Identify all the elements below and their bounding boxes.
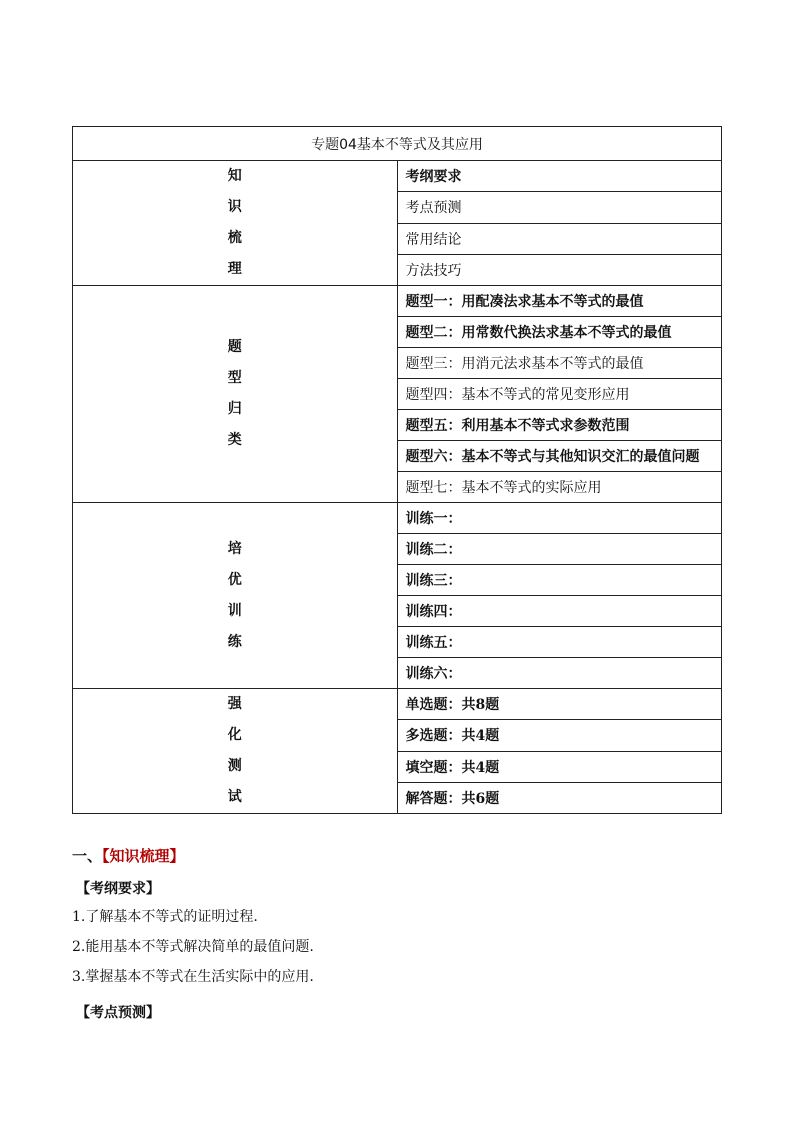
outline-item[interactable]: 解答题：共6题 xyxy=(397,782,722,813)
outline-item[interactable]: 训练一： xyxy=(397,503,722,534)
outline-item[interactable]: 多选题：共4题 xyxy=(397,720,722,751)
outline-item[interactable]: 填空题：共4题 xyxy=(397,751,722,782)
outline-item[interactable]: 方法技巧 xyxy=(397,254,722,285)
paragraph-line: 3.掌握基本不等式在生活实际中的应用. xyxy=(72,969,314,985)
paragraph-line: 2.能用基本不等式解决简单的最值问题. xyxy=(72,939,314,955)
section-label-training: 培 优 训 练 xyxy=(73,503,398,689)
section-heading: 一、【知识梳理】 xyxy=(72,847,185,865)
outline-table xyxy=(72,126,722,814)
section-label-test: 强 化 测 试 xyxy=(73,689,398,814)
subheading-prediction: 【考点预测】 xyxy=(76,1005,160,1021)
outline-item[interactable]: 训练四： xyxy=(397,596,722,627)
outline-item[interactable]: 训练六： xyxy=(397,658,722,689)
outline-item[interactable]: 题型二：用常数代换法求基本不等式的最值 xyxy=(397,317,722,348)
outline-item[interactable]: 训练二： xyxy=(397,534,722,565)
outline-item[interactable]: 考纲要求 xyxy=(397,161,722,192)
outline-item[interactable]: 训练三： xyxy=(397,565,722,596)
outline-item[interactable]: 题型七：基本不等式的实际应用 xyxy=(397,472,722,503)
outline-item[interactable]: 题型五：利用基本不等式求参数范围 xyxy=(397,410,722,441)
outline-item[interactable]: 题型四：基本不等式的常见变形应用 xyxy=(397,379,722,410)
outline-item[interactable]: 题型一：用配凑法求基本不等式的最值 xyxy=(397,286,722,317)
section-label-question-types: 题 型 归 类 xyxy=(73,286,398,503)
outline-item[interactable]: 题型三：用消元法求基本不等式的最值 xyxy=(397,348,722,379)
outline-item[interactable]: 常用结论 xyxy=(397,223,722,254)
outline-title: 专题04基本不等式及其应用 xyxy=(73,127,722,161)
outline-item[interactable]: 训练五： xyxy=(397,627,722,658)
outline-item[interactable]: 考点预测 xyxy=(397,192,722,223)
subheading-syllabus: 【考纲要求】 xyxy=(76,881,160,897)
outline-item[interactable]: 单选题：共8题 xyxy=(397,689,722,720)
outline-item[interactable]: 题型六：基本不等式与其他知识交汇的最值问题 xyxy=(397,441,722,472)
section-label-knowledge: 知 识 梳 理 xyxy=(73,161,398,286)
paragraph-line: 1.了解基本不等式的证明过程. xyxy=(72,909,258,925)
